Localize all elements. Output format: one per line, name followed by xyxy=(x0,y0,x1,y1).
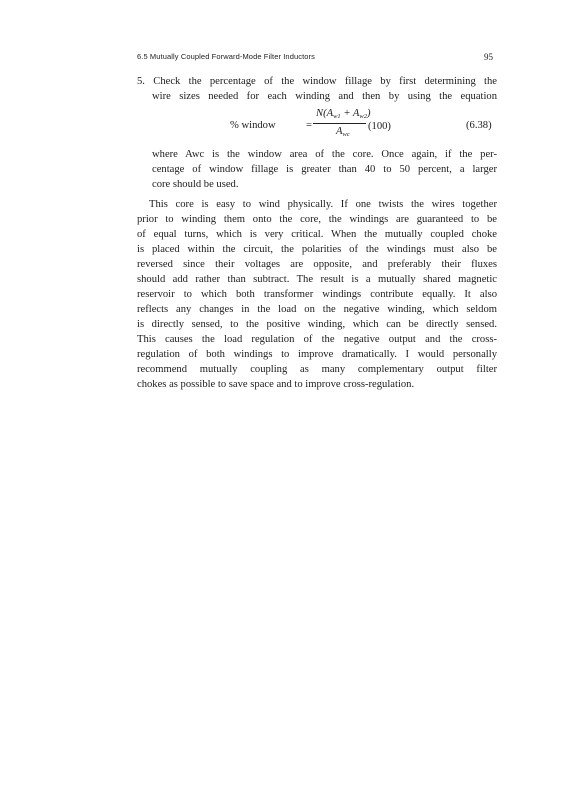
paragraph-line-13: chokes as possible to save space and to improve cross-regulation. xyxy=(137,379,415,390)
paragraph-line-1: This core is easy to wind physically. If one twists the wires together xyxy=(149,199,497,210)
paragraph-line-6: should add rather than subtract. The result is a mutually shared magnetic xyxy=(137,274,497,285)
equation-lhs: % window xyxy=(230,120,276,131)
step5-line-2: wire sizes needed for each winding and then by using the equation xyxy=(152,91,497,102)
page-number: 95 xyxy=(484,52,493,62)
paragraph-line-5: reversed since their voltages are opposite, and preferably their fluxes xyxy=(137,259,497,270)
paragraph-line-2: prior to winding them onto the core, the windings are guaranteed to be xyxy=(137,214,497,225)
step5-after-line-3: core should be used. xyxy=(152,179,239,190)
running-head: 6.5 Mutually Coupled Forward-Mode Filter Inductors xyxy=(137,52,315,61)
paragraph-line-4: is placed within the circuit, the polarities of the windings must also be xyxy=(137,244,497,255)
equation-factor: (100) xyxy=(368,121,391,132)
paragraph-line-3: of equal turns, which is very critical. When the mutually coupled choke xyxy=(137,229,497,240)
paragraph-line-12: recommend mutually coupling as many complementary output filter xyxy=(137,364,497,375)
paragraph-line-9: is directly sensed, to the positive winding, which can be directly sensed. xyxy=(137,319,497,330)
paragraph-line-10: This causes the load regulation of the negative output and the cross- xyxy=(137,334,497,345)
step5-after-line-2: centage of window fillage is greater than 40 to 50 percent, a larger xyxy=(152,164,497,175)
step5-after-line-1: where Awc is the window area of the core. Once again, if the per- xyxy=(152,149,497,160)
paragraph-line-11: regulation of both windings to improve dramatically. I would personally xyxy=(137,349,497,360)
paragraph-line-7: reservoir to which both transformer windings contribute equally. It also xyxy=(137,289,497,300)
equation-number: (6.38) xyxy=(466,120,492,131)
equation-equals: = xyxy=(306,120,312,131)
equation-denominator: $A_{wc}$ xyxy=(336,126,350,138)
step5-line-1: 5. Check the percentage of the window fillage by first determining the xyxy=(137,76,497,87)
fraction-bar xyxy=(313,123,366,124)
paragraph-line-8: reflects any changes in the load on the negative winding, which seldom xyxy=(137,304,497,315)
equation-numerator: $N(A_{w1} + A_{w2})$ xyxy=(316,108,371,120)
